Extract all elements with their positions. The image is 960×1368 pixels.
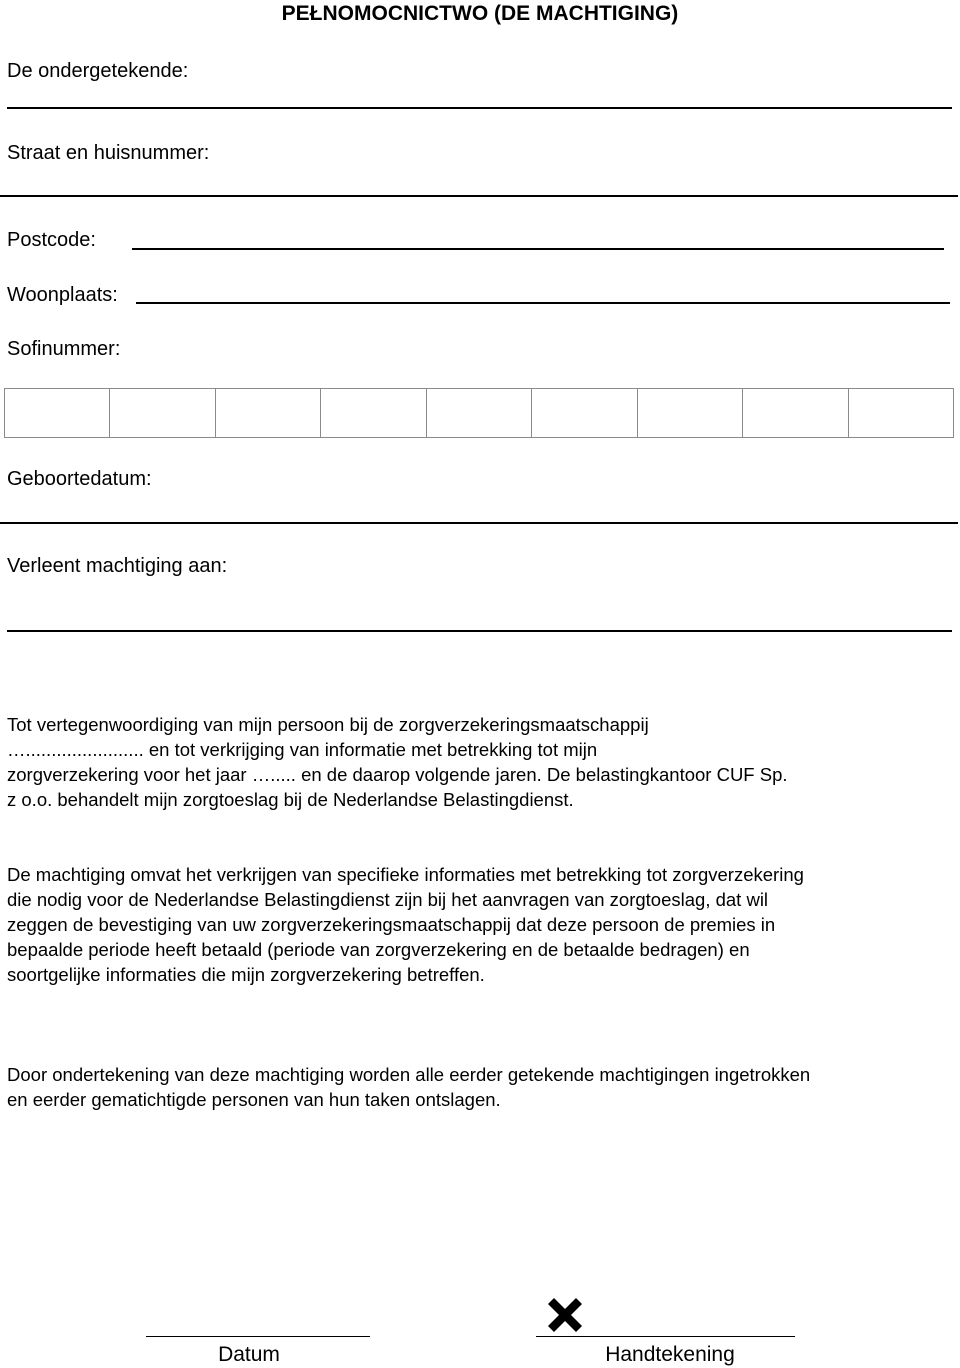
date-label: Datum [218, 1343, 280, 1366]
line-grants[interactable] [7, 630, 952, 632]
line-city[interactable] [136, 302, 950, 304]
label-city: Woonplaats: [7, 284, 118, 306]
paragraph-line: …....................... en tot verkrijging van informatie met betrekking tot mijn [7, 739, 598, 760]
sofi-digit-cell[interactable] [849, 389, 953, 437]
label-street: Straat en huisnummer: [7, 142, 210, 164]
handtekening-signature-line[interactable] [536, 1336, 795, 1337]
line-birthdate[interactable] [0, 522, 958, 524]
label-grants: Verleent machtiging aan: [7, 555, 228, 577]
paragraph-line: die nodig voor de Nederlandse Belastingdienst zijn bij het aanvragen van zorgtoeslag, dat wil [7, 889, 769, 910]
sofi-digit-cell[interactable] [638, 389, 743, 437]
sofi-digit-cell[interactable] [532, 389, 637, 437]
label-undersigned: De ondergetekende: [7, 60, 189, 82]
signature-label: Handtekening [605, 1343, 735, 1366]
paragraph-line: Tot vertegenwoordiging van mijn persoon bij de zorgverzekeringsmaatschappij [7, 714, 649, 735]
paragraph-representation [7, 712, 952, 812]
document-title: PEŁNOMOCNICTWO (DE MACHTIGING) [281, 2, 679, 25]
cross-mark-icon [545, 1295, 585, 1335]
paragraph-line: De machtiging omvat het verkrijgen van specifieke informaties met betrekking tot zorgverzekering [7, 864, 804, 885]
label-sofi: Sofinummer: [7, 338, 121, 360]
sofi-digit-cell[interactable] [321, 389, 426, 437]
paragraph-line: zeggen de bevestiging van uw zorgverzekeringsmaatschappij dat deze persoon de premies in [7, 914, 776, 935]
sofi-digit-grid [4, 388, 954, 438]
paragraph-line: Door ondertekening van deze machtiging worden alle eerder getekende machtigingen ingetrokken [7, 1064, 811, 1085]
paragraph-scope [7, 862, 952, 987]
paragraph-line: bepaalde periode heeft betaald (periode van zorgverzekering en de betaalde bedragen) en [7, 939, 750, 960]
sofi-digit-cell[interactable] [5, 389, 110, 437]
line-postcode[interactable] [132, 248, 944, 250]
label-postcode: Postcode: [7, 229, 96, 251]
line-undersigned[interactable] [7, 107, 952, 109]
sofi-digit-cell[interactable] [427, 389, 532, 437]
label-birthdate: Geboortedatum: [7, 468, 152, 490]
sofi-digit-cell[interactable] [110, 389, 215, 437]
sofi-digit-cell[interactable] [216, 389, 321, 437]
paragraph-line: zorgverzekering voor het jaar …..... en de daarop volgende jaren. De belastingkantoor CUF Sp. [7, 764, 788, 785]
paragraph-line: soortgelijke informaties die mijn zorgverzekering betreffen. [7, 964, 485, 985]
sofi-digit-cell[interactable] [743, 389, 848, 437]
date-signature-line[interactable] [146, 1336, 370, 1337]
paragraph-line: z o.o. behandelt mijn zorgtoeslag bij de Nederlandse Belastingdienst. [7, 789, 574, 810]
paragraph-line: en eerder gematichtigde personen van hun taken ontslagen. [7, 1089, 501, 1110]
paragraph-revocation [7, 1062, 952, 1112]
line-street[interactable] [0, 195, 958, 197]
